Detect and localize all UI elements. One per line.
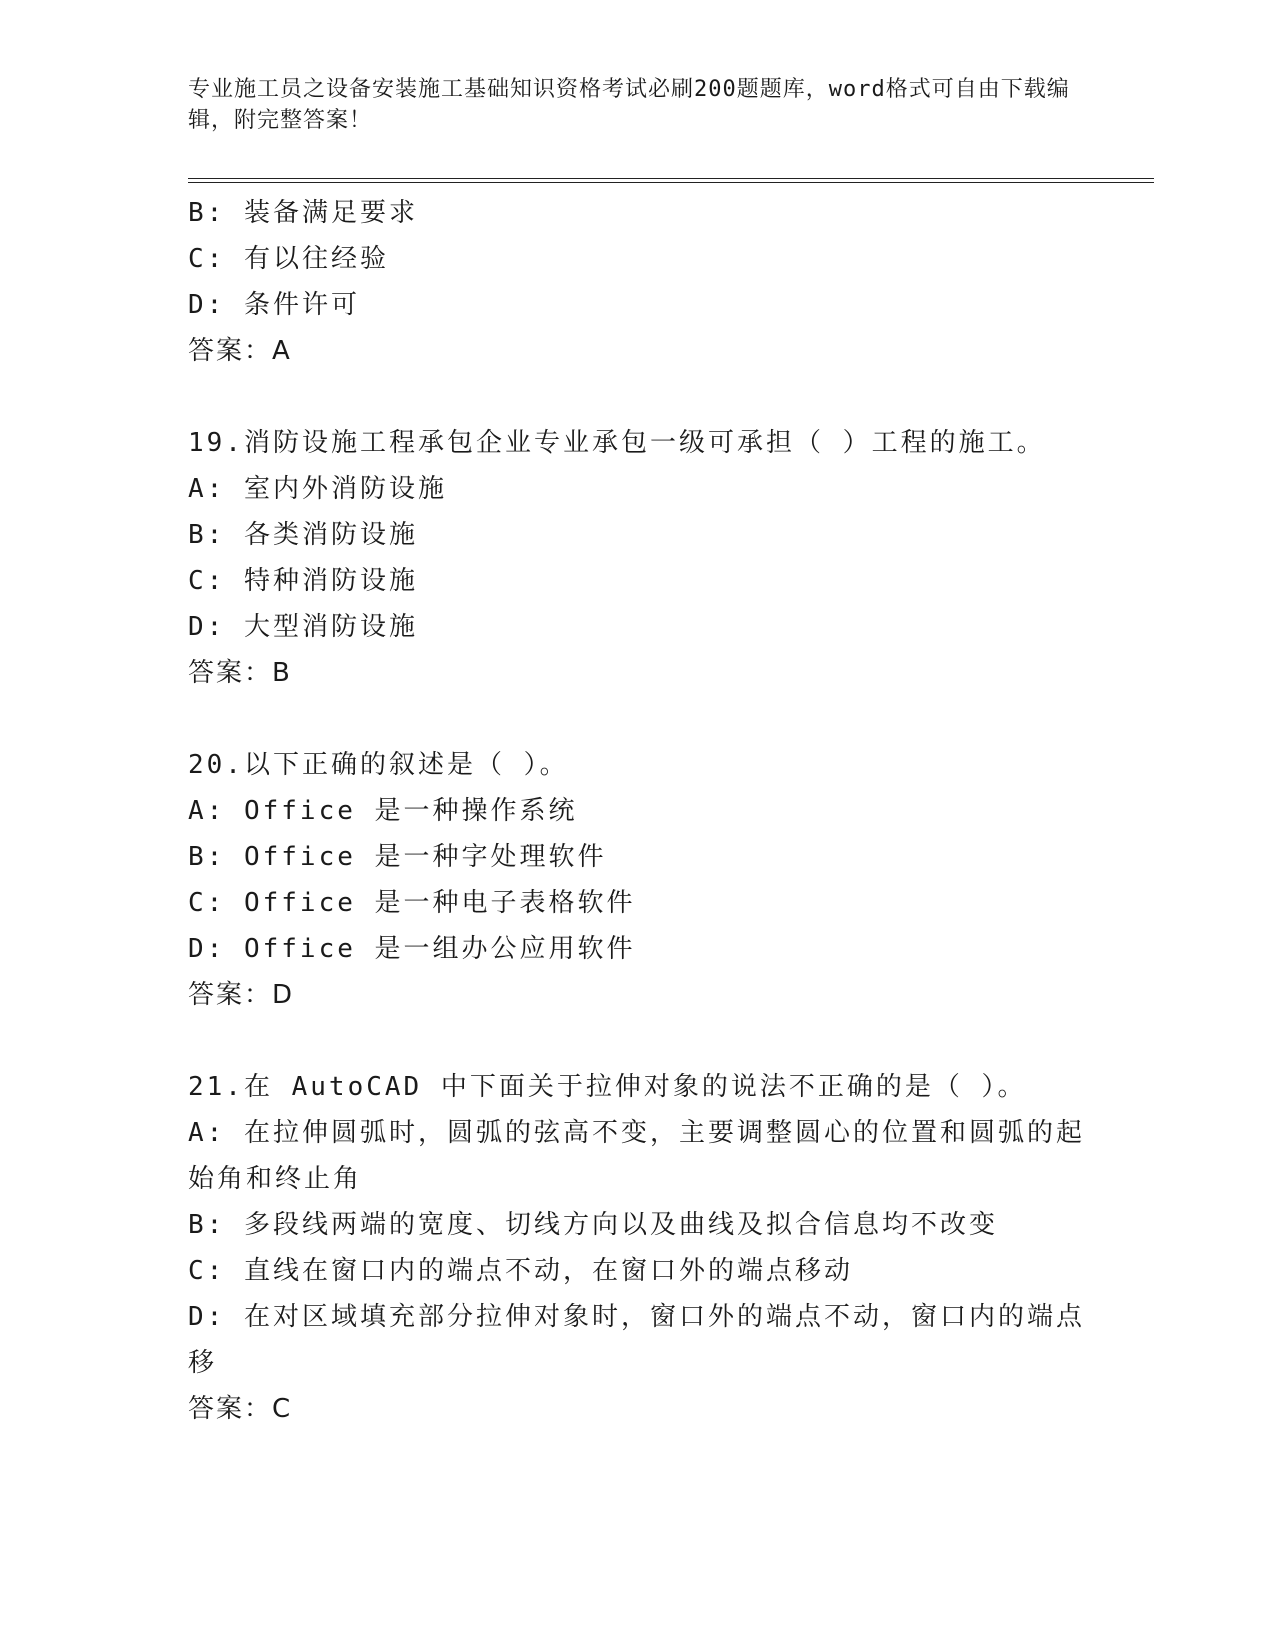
option-b: B: 装备满足要求: [188, 198, 418, 228]
question-20: [188, 742, 1088, 1018]
answer: 答案：C: [188, 1394, 293, 1424]
option-a: A: 在拉伸圆弧时，圆弧的弦高不变，主要调整圆心的位置和圆弧的起始角和终止角: [188, 1118, 1085, 1194]
option-d: D: 大型消防设施: [188, 612, 418, 642]
spacer: [188, 696, 1088, 742]
question-stem: 19.消防设施工程承包企业专业承包一级可承担（ ）工程的施工。: [188, 428, 1046, 458]
spacer: [188, 1018, 1088, 1064]
option-b: B: Office 是一种字处理软件: [188, 842, 607, 872]
question-stem: 21.在 AutoCAD 中下面关于拉伸对象的说法不正确的是（ ）。: [188, 1072, 1027, 1102]
option-a: A: 室内外消防设施: [188, 474, 447, 504]
header-divider-top: [188, 178, 1154, 179]
option-c: C: Office 是一种电子表格软件: [188, 888, 636, 918]
option-c: C: 有以往经验: [188, 244, 389, 274]
option-c: C: 直线在窗口内的端点不动，在窗口外的端点移动: [188, 1256, 853, 1286]
option-d: D: 条件许可: [188, 290, 360, 320]
answer: 答案：B: [188, 658, 292, 688]
option-b: B: 多段线两端的宽度、切线方向以及曲线及拟合信息均不改变: [188, 1210, 998, 1240]
answer: 答案：A: [188, 336, 292, 366]
question-list: [188, 190, 1088, 1432]
spacer: [188, 374, 1088, 420]
header-divider-bottom: [188, 182, 1154, 183]
document-header: 专业施工员之设备安装施工基础知识资格考试必刷200题题库，word格式可自由下载编辑，附完整答案！: [188, 77, 1070, 133]
question-19: [188, 420, 1088, 696]
answer: 答案：D: [188, 980, 295, 1010]
option-b: B: 各类消防设施: [188, 520, 418, 550]
option-d: D: 在对区域填充部分拉伸对象时，窗口外的端点不动，窗口内的端点移: [188, 1302, 1085, 1378]
question-stem: 20.以下正确的叙述是（ ）。: [188, 750, 569, 780]
question-21: [188, 1064, 1088, 1432]
option-a: A: Office 是一种操作系统: [188, 796, 578, 826]
option-d: D: Office 是一组办公应用软件: [188, 934, 636, 964]
option-c: C: 特种消防设施: [188, 566, 418, 596]
question-18-tail: [188, 190, 1088, 374]
